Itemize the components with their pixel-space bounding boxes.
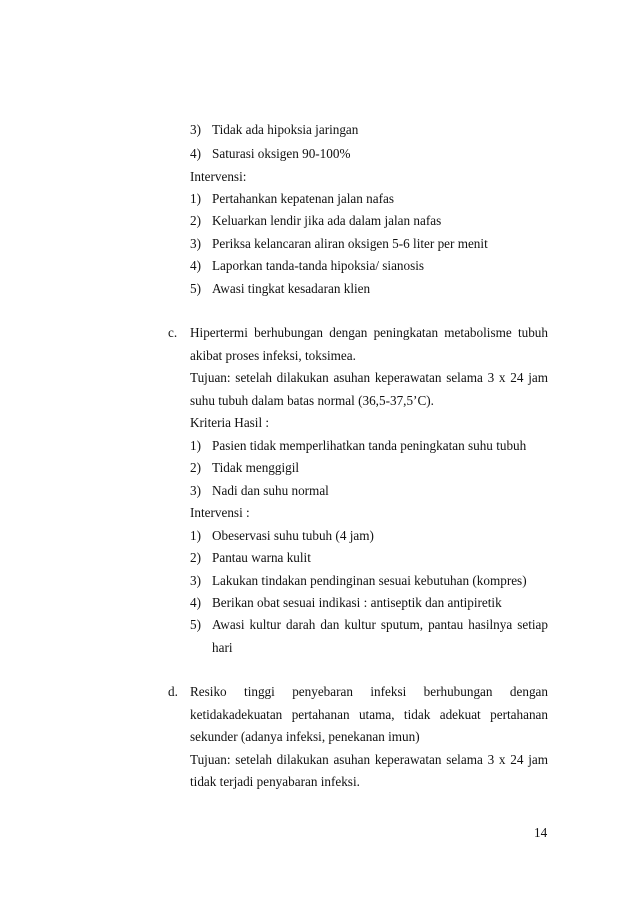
criteria-item: Saturasi oksigen 90-100% (212, 146, 351, 161)
intervention-item: Keluarkan lendir jika ada dalam jalan nafas (212, 213, 442, 228)
diagnosis-c-line1: Hipertermi berhubungan dengan peningkatan metabolisme tubuh (190, 325, 548, 340)
criteria-item: Nadi dan suhu normal (212, 483, 329, 498)
diagnosis-c-line2: akibat proses infeksi, toksimea. (190, 348, 356, 363)
list-number: 2) (190, 550, 201, 565)
intervention-item: Obeservasi suhu tubuh (4 jam) (212, 528, 374, 543)
list-number: 4) (190, 146, 201, 161)
list-number: 3) (190, 236, 201, 251)
list-number: 4) (190, 258, 201, 273)
list-number: 2) (190, 213, 201, 228)
list-number: 3) (190, 122, 201, 137)
list-number: 1) (190, 438, 201, 453)
intervention-label: Intervensi : (190, 505, 250, 520)
diagnosis-d-line2: ketidakadekuatan pertahanan utama, tidak adekuat pertahanan (190, 707, 548, 722)
intervention-item: Periksa kelancaran aliran oksigen 5-6 liter per menit (212, 236, 488, 251)
diagnosis-d-line3: sekunder (adanya infeksi, penekanan imun) (190, 729, 420, 744)
goal-d-line2: tidak terjadi penyabaran infeksi. (190, 774, 360, 789)
goal-c-line2: suhu tubuh dalam batas normal (36,5-37,5’C). (190, 393, 434, 408)
intervention-item: Awasi kultur darah dan kultur sputum, pantau hasilnya setiap (212, 617, 548, 632)
section-marker-c: c. (168, 325, 178, 340)
list-number: 1) (190, 191, 201, 206)
intervention-item: Laporkan tanda-tanda hipoksia/ sianosis (212, 258, 425, 273)
intervention-item-continuation: hari (212, 640, 233, 655)
diagnosis-d-line1: Resiko tinggi penyebaran infeksi berhubungan dengan (190, 684, 548, 699)
list-number: 5) (190, 281, 201, 296)
intervention-item: Lakukan tindakan pendinginan sesuai kebutuhan (kompres) (212, 573, 527, 588)
criteria-item: Pasien tidak memperlihatkan tanda peningkatan suhu tubuh (212, 438, 527, 453)
criteria-item: Tidak menggigil (212, 460, 300, 475)
intervention-item: Berikan obat sesuai indikasi : antiseptik dan antipiretik (212, 595, 502, 610)
goal-d-line1: Tujuan: setelah dilakukan asuhan keperawatan selama 3 x 24 jam (190, 752, 548, 767)
section-marker-d: d. (168, 684, 178, 699)
intervention-item: Awasi tingkat kesadaran klien (212, 281, 371, 296)
page-number: 14 (534, 825, 548, 840)
list-number: 2) (190, 460, 201, 475)
criteria-label: Kriteria Hasil : (190, 415, 270, 430)
intervention-label: Intervensi: (190, 169, 247, 184)
criteria-item: Tidak ada hipoksia jaringan (212, 122, 359, 137)
list-number: 4) (190, 595, 201, 610)
list-number: 5) (190, 617, 201, 632)
intervention-item: Pertahankan kepatenan jalan nafas (212, 191, 394, 206)
list-number: 3) (190, 573, 201, 588)
list-number: 1) (190, 528, 201, 543)
intervention-item: Pantau warna kulit (212, 550, 311, 565)
goal-c-line1: Tujuan: setelah dilakukan asuhan keperawatan selama 3 x 24 jam (190, 370, 548, 385)
list-number: 3) (190, 483, 201, 498)
